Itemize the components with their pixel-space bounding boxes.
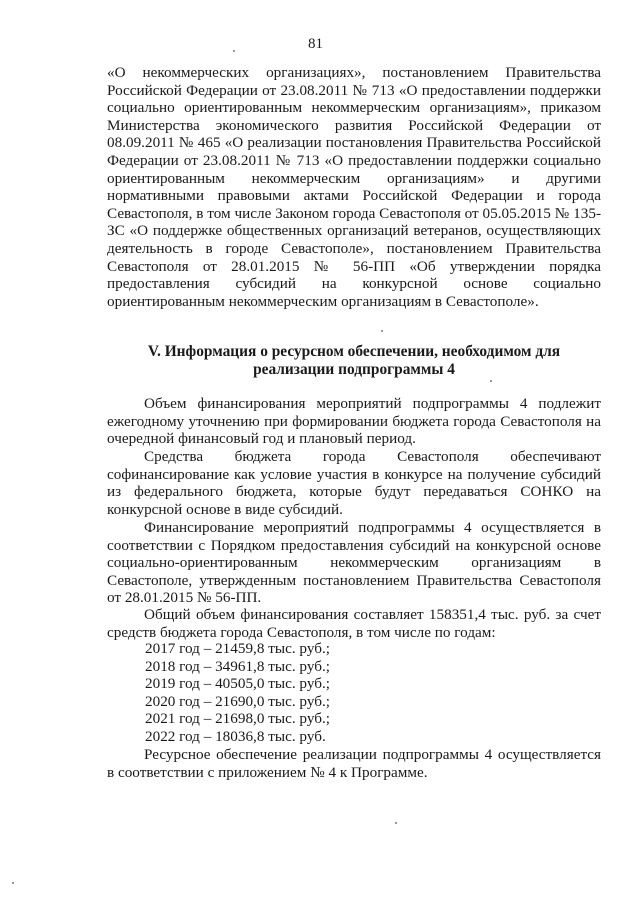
paragraph-cofinancing: Средства бюджета города Севастополя обеспечивают софинансирование как условие участия в конкурсе на получение субсидий из федерального бюджета, которые будут передаваться СОНКО на конкурсной основе в виде субсидий. <box>107 448 601 518</box>
page-number: 81 <box>308 36 323 52</box>
scan-speck <box>381 330 383 332</box>
scan-speck <box>395 822 397 824</box>
funding-year-item: 2022 год – 18036,8 тыс. руб. <box>145 727 326 745</box>
scan-speck <box>490 380 492 382</box>
scan-speck <box>12 882 14 884</box>
paragraph-funding-clarification: Объем финансирования мероприятий подпрограммы 4 подлежит ежегодному уточнению при формировании бюджета города Севастополя на очередной финансовый год и плановый период. <box>107 395 601 448</box>
closing-paragraph: Ресурсное обеспечение реализации подпрограммы 4 осуществляется в соответствии с приложением № 4 к Программе. <box>107 746 601 781</box>
funding-year-item: 2018 год – 34961,8 тыс. руб.; <box>145 657 330 675</box>
intro-paragraph: «О некоммерческих организациях», постановлением Правительства Российской Федерации от 23.08.2011 № 713 «О предоставлении поддержки социально ориентированным некоммерческим организациям», приказом Министерства экономического развития Российской Федерации от 08.09.2011 № 465 «О реализации постановления Правительства Российской Федерации от 23.08.2011 № 713 «О предоставлении поддержки социально ориентированным некоммерческим организациям» и другими нормативными правовыми актами Российской Федерации и города Севастополя, в том числе Законом города Севастополя от 05.05.2015 № 135-ЗС «О поддержке общественных организаций ветеранов, осуществляющих деятельность в городе Севастополе», постановлением Правительства Севастополя от 28.01.2015 № 56-ПП «Об утверждении порядка предоставления субсидий на конкурсной основе социально ориентированным некоммерческим организациям в Севастополе». <box>107 64 601 310</box>
section-heading: V. Информация о ресурсном обеспечении, необходимом для реализации подпрограммы 4 <box>147 343 561 378</box>
funding-year-item: 2019 год – 40505,0 тыс. руб.; <box>145 675 330 693</box>
paragraph-total-volume: Общий объем финансирования составляет 158351,4 тыс. руб. за счет средств бюджета города Севастополя, в том числе по годам: <box>107 606 601 641</box>
paragraph-financing-procedure: Финансирование мероприятий подпрограммы 4 осуществляется в соответствии с Порядком предоставления субсидий на конкурсной основе социально-ориентированным некоммерческим организациям в Севастополе, утвержденным постановлением Правительства Севастополя от 28.01.2015 № 56-ПП. <box>107 519 601 607</box>
funding-year-item: 2020 год – 21690,0 тыс. руб.; <box>145 692 330 710</box>
funding-by-year-list <box>145 640 330 746</box>
scan-speck <box>233 50 235 52</box>
funding-year-item: 2017 год – 21459,8 тыс. руб.; <box>145 640 330 657</box>
funding-year-item: 2021 год – 21698,0 тыс. руб.; <box>145 710 330 728</box>
